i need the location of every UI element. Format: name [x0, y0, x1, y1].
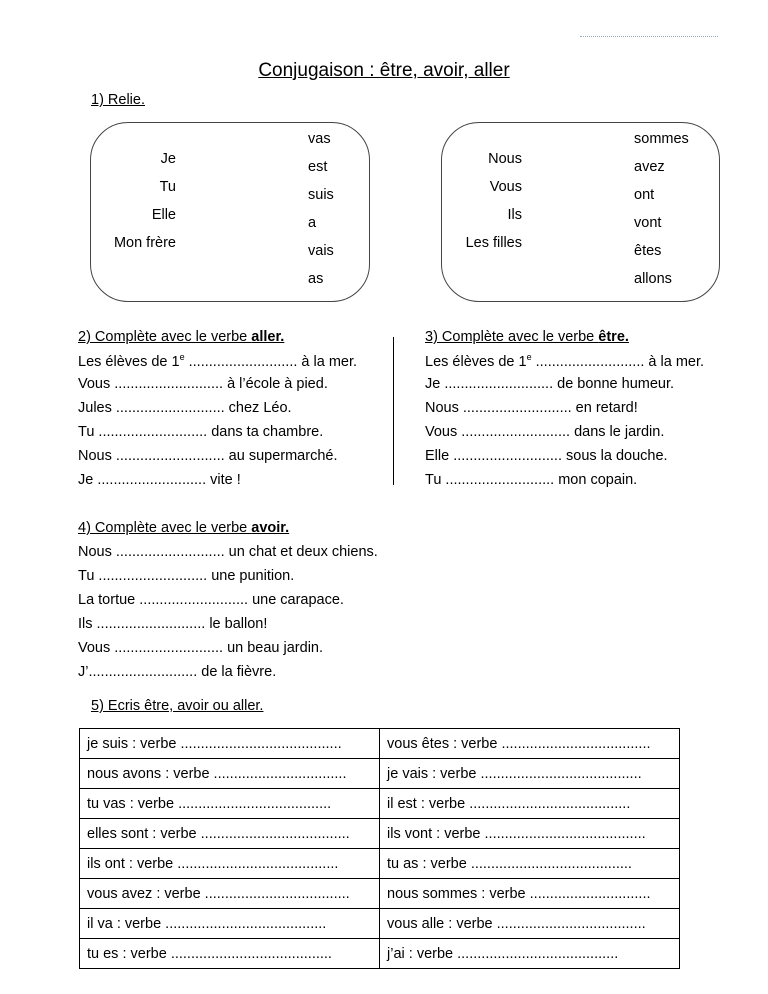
table-cell: nous avons : verbe ................................. [80, 759, 380, 789]
section2-heading-prefix: 2) Complète avec le verbe [78, 329, 252, 345]
left-pronoun: Mon frère [113, 235, 176, 251]
section2-heading [78, 329, 284, 345]
table-cell: je suis : verbe ........................................ [80, 729, 380, 759]
table-cell: il est : verbe ........................................ [380, 789, 680, 819]
section2-line: Je ........................... vite ! [78, 472, 241, 488]
table-cell: j’ai : verbe ........................................ [380, 939, 680, 969]
table-cell: elles sont : verbe ..................................... [80, 819, 380, 849]
table-row [80, 819, 680, 849]
section2-heading-verb: aller. [251, 329, 285, 345]
left-verb: vas [308, 131, 331, 147]
left-verb: suis [308, 187, 334, 203]
table-cell: ils ont : verbe ........................................ [80, 849, 380, 879]
left-pronoun: Je [160, 151, 176, 167]
section3-line: Je ........................... de bonne humeur. [425, 376, 675, 392]
right-verb: sommes [634, 131, 689, 147]
section4-line: La tortue ........................... une carapace. [78, 592, 344, 608]
right-pronoun: Les filles [465, 235, 522, 251]
left-verb: a [308, 215, 317, 231]
table-cell: tu vas : verbe ...................................... [80, 789, 380, 819]
section4-heading-prefix: 4) Complète avec le verbe [78, 520, 252, 536]
section4-line: Tu ........................... une punition. [78, 568, 295, 584]
right-verb: vont [634, 215, 662, 231]
right-pronoun: Ils [507, 207, 522, 223]
ordinal-superscript: e [179, 352, 185, 362]
section3-line: Tu ........................... mon copain. [425, 472, 638, 488]
table-cell: je vais : verbe ........................................ [380, 759, 680, 789]
section2-line: Vous ........................... à l’école à pied. [78, 376, 328, 392]
section2-line: Jules ........................... chez Léo. [78, 400, 292, 416]
header-dotted-line [580, 36, 718, 37]
section3-heading [425, 329, 629, 345]
section4-line: Vous ........................... un beau jardin. [78, 640, 324, 656]
table-cell: vous alle : verbe ..................................... [380, 909, 680, 939]
right-verb: allons [634, 271, 672, 287]
section4-line: Ils ........................... le ballon! [78, 616, 268, 632]
table-row [80, 789, 680, 819]
line-start: Les élèves de 1 [425, 353, 527, 370]
section3-line [425, 352, 704, 370]
section3-line: Vous ........................... dans le jardin. [425, 424, 665, 440]
right-verb: avez [634, 159, 665, 175]
left-verb: as [308, 271, 324, 287]
section4-line: Nous ........................... un chat et deux chiens. [78, 544, 378, 560]
table-cell: tu es : verbe ........................................ [80, 939, 380, 969]
left-pronoun: Elle [151, 207, 176, 223]
table-cell: nous sommes : verbe .............................. [380, 879, 680, 909]
section2-line: Nous ........................... au supermarché. [78, 448, 338, 464]
section2-line: Tu ........................... dans ta chambre. [78, 424, 324, 440]
table-cell: tu as : verbe ........................................ [380, 849, 680, 879]
left-verb: vais [308, 243, 334, 259]
section3-heading-prefix: 3) Complète avec le verbe [425, 329, 599, 345]
table-row [80, 939, 680, 969]
section3-line: Nous ........................... en retard! [425, 400, 638, 416]
section4-heading-verb: avoir. [251, 520, 290, 536]
line-end: ........................... à la mer. [531, 353, 705, 370]
section4-heading [78, 520, 289, 536]
left-verb: est [308, 159, 328, 175]
table-row [80, 759, 680, 789]
section3-line: Elle ........................... sous la douche. [425, 448, 668, 464]
table-cell: vous êtes : verbe ..................................... [380, 729, 680, 759]
column-divider [393, 337, 394, 485]
table-row [80, 909, 680, 939]
section5-heading: 5) Ecris être, avoir ou aller. [91, 698, 264, 714]
section3-heading-verb: être. [598, 329, 629, 345]
conjugation-table [79, 728, 680, 969]
ordinal-superscript: e [526, 352, 532, 362]
right-verb: êtes [634, 243, 662, 259]
table-cell: ils vont : verbe ........................................ [380, 819, 680, 849]
section2-line [78, 352, 357, 370]
right-pronoun: Vous [489, 179, 522, 195]
left-pronoun: Tu [159, 179, 176, 195]
table-row [80, 729, 680, 759]
table-row [80, 879, 680, 909]
section4-line: J’........................... de la fièvre. [78, 664, 277, 680]
section1-heading: 1) Relie. [91, 92, 145, 108]
line-start: Les élèves de 1 [78, 353, 180, 370]
right-verb: ont [634, 187, 655, 203]
table-cell: il va : verbe ........................................ [80, 909, 380, 939]
table-cell: vous avez : verbe .................................... [80, 879, 380, 909]
table-row [80, 849, 680, 879]
line-end: ........................... à la mer. [184, 353, 358, 370]
right-pronoun: Nous [488, 151, 522, 167]
page-title: Conjugaison : être, avoir, aller [258, 60, 510, 81]
